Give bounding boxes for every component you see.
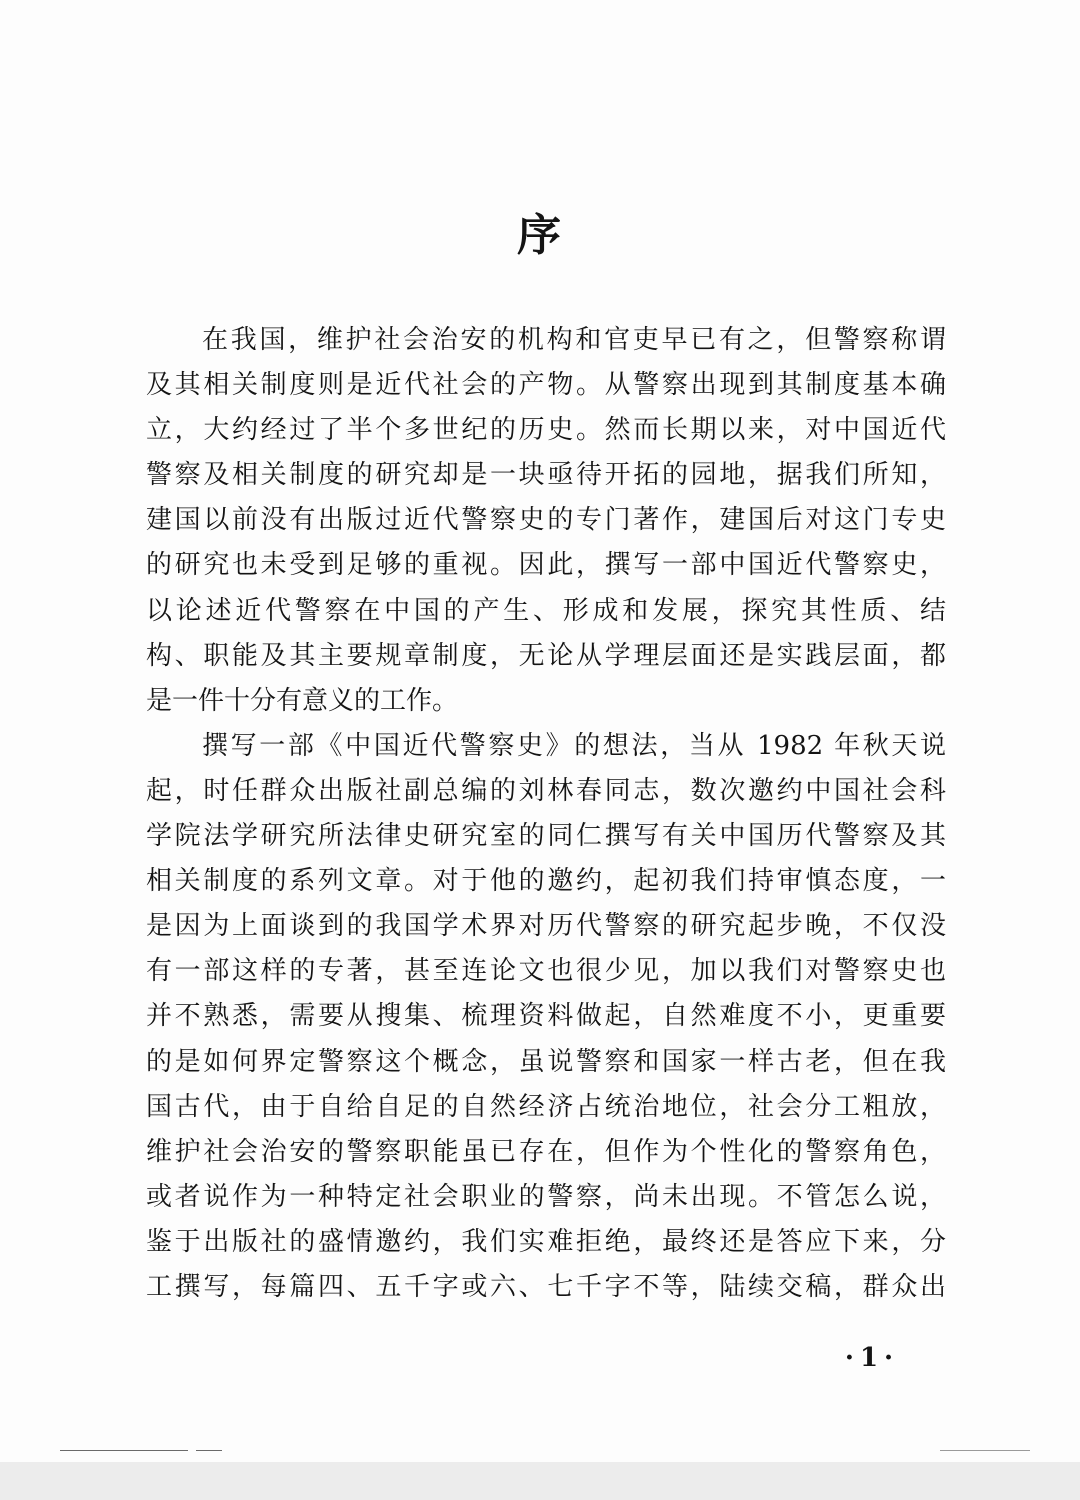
- page-number: ·1·: [844, 1343, 900, 1373]
- text-line: 并不熟悉，需要从搜集、梳理资料做起，自然难度不小，更重要: [146, 1001, 946, 1032]
- text-line: 以论述近代警察在中国的产生、形成和发展，探究其性质、结: [146, 595, 946, 626]
- text-line: 的是如何界定警察这个概念，虽说警察和国家一样古老，但在我: [146, 1046, 946, 1077]
- text-line: 警察及相关制度的研究却是一块亟待开拓的园地，据我们所知，: [146, 460, 946, 491]
- text-line: 学院法学研究所法律史研究室的同仁撰写有关中国历代警察及其: [146, 821, 946, 852]
- text-line: 立，大约经过了半个多世纪的历史。然而长期以来，对中国近代: [146, 415, 946, 446]
- scan-artifact-line: [60, 1450, 188, 1451]
- text-line: 及其相关制度则是近代社会的产物。从警察出现到其制度基本确: [146, 370, 946, 401]
- text-line: 相关制度的系列文章。对于他的邀约，起初我们持审慎态度，一: [146, 866, 946, 897]
- scan-artifact-line: [940, 1450, 1030, 1451]
- text-line: 维护社会治安的警察职能虽已存在，但作为个性化的警察角色，: [146, 1136, 946, 1167]
- scan-artifact-line: [196, 1450, 222, 1451]
- body-text: [146, 318, 946, 1310]
- page-bottom-margin: [0, 1462, 1080, 1500]
- text-line: 在我国，维护社会治安的机构和官吏早已有之，但警察称谓: [202, 325, 946, 355]
- text-line: 有一部这样的专著，甚至连论文也很少见，加以我们对警察史也: [146, 956, 946, 987]
- text-line: 是因为上面谈到的我国学术界对历代警察的研究起步晚，不仅没: [146, 911, 946, 942]
- text-line: 是一件十分有意义的工作。: [146, 685, 459, 716]
- text-line: 撰写一部《中国近代警察史》的想法，当从 1982 年秋天说: [202, 730, 946, 761]
- text-line: 鉴于出版社的盛情邀约，我们实难拒绝，最终还是答应下来，分: [146, 1226, 946, 1257]
- text-line: 或者说作为一种特定社会职业的警察，尚未出现。不管怎么说，: [146, 1181, 946, 1212]
- text-line: 起，时任群众出版社副总编的刘林春同志，数次邀约中国社会科: [146, 775, 946, 806]
- page-title: 序: [517, 210, 563, 261]
- text-line: 建国以前没有出版过近代警察史的专门著作，建国后对这门专史: [146, 505, 946, 536]
- text-line: 的研究也未受到足够的重视。因此，撰写一部中国近代警察史，: [146, 550, 946, 581]
- text-line: 国古代，由于自给自足的自然经济占统治地位，社会分工粗放，: [146, 1091, 946, 1122]
- text-line: 工撰写，每篇四、五千字或六、七千字不等，陆续交稿，群众出: [146, 1271, 946, 1302]
- text-line: 构、职能及其主要规章制度，无论从学理层面还是实践层面，都: [146, 640, 946, 671]
